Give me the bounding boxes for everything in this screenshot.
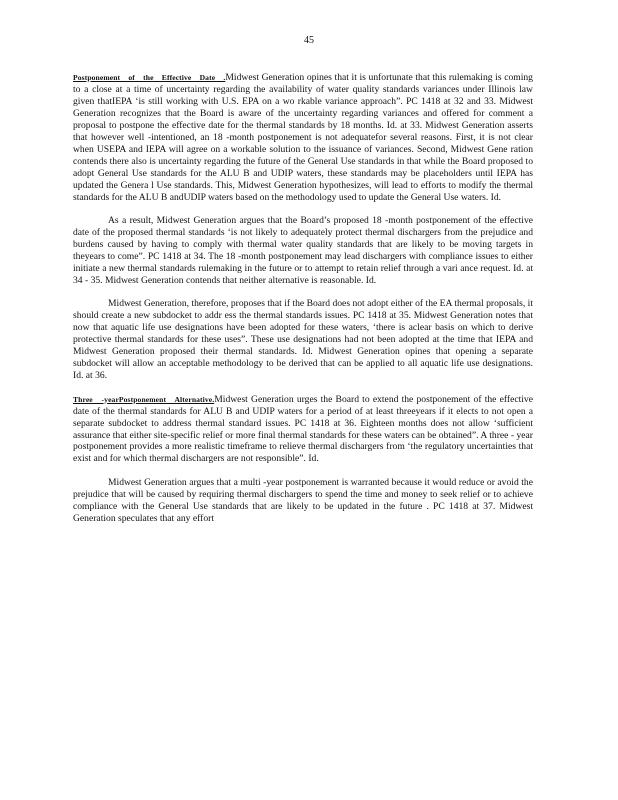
section-three-year-alternative <box>73 394 533 466</box>
section-heading: Postponement of the Effective Date . <box>73 73 226 82</box>
section-heading: Three -yearPostponement Alternative. <box>73 394 215 404</box>
paragraph: Midwest Generation, therefore, proposes that if the Board does not adopt either of the EA thermal proposals, it should create a new subdocket to addr ess the thermal standards issues. PC 1418 at 35. Midwest Generation notes that now that aquatic life use designations have been adopted for these waters, ‘there is aclear basis on which to derive protective thermal standards for these uses”. These use designations had not been adopted at the time that IEPA and Midwest Generation proposed their thermal standards. Id. Midwest Generation opines that opening a separate subdocket will allow an acceptable methodology to be derived that can be applied to all aquatic life use designations. Id. at 36. <box>73 298 533 382</box>
section-postponement <box>73 72 533 203</box>
paragraph: As a result, Midwest Generation argues that the Board’s proposed 18 -month postponement of the effective date of the proposed thermal standards ‘is not likely to adequately protect thermal dischargers from the prejudice and burdens caused by having to comply with thermal water quality standards that are likely to be moving targets in theyears to come”. PC 1418 at 34. The 18 -month postponement may lead dischargers with compliance issues to either initiate a new thermal standards rulemaking in the future or to attempt to retain relief through a vari ance request. Id. at 34 - 35. Midwest Generation contends that neither alternative is reasonable. Id. <box>73 215 533 286</box>
paragraph: Midwest Generation argues that a multi -year postponement is warranted because it would reduce or avoid the prejudice that will be caused by requiring thermal dischargers to spend the time and money to seek relief or to achieve compliance with the General Use standards that are likely to be updated in the future . PC 1418 at 37. Midwest Generation speculates that any effort <box>73 476 533 524</box>
document-body <box>73 72 533 536</box>
paragraph-text: Midwest Generation opines that it is unfortunate that this rulemaking is coming to a close at a time of uncertainty regarding the availability of water quality standards variances under Illinois law given thatIEPA ‘is still working with U.S. EPA on a wo rkable variance approach”. PC 1418 at 32 and 33. Midwest Generation recognizes that the Board is aware of the uncertainty regarding variances and offered for comment a proposal to postpone the effective date for the thermal standards by 18 months. Id. at 33. Midwest Generation asserts that however well -intentioned, an 18 -month postponement is not adequatefor several reasons. First, it is not clear when USEPA and IEPA will agree on a workable solution to the issuance of variances. Second, Midwest Gene ration contends there also is uncertainty regarding the future of the General Use standards in that while the Board proposed to adopt General Use standards for the ALU B and UDIP waters, these standards may be placeholders until IEPA has updated the Genera l Use standards. This, Midwest Generation hypothesizes, will lead to efforts to modify the thermal standards for the ALU B andUDIP waters based on the methodology used to update the General Use waters. Id. <box>73 72 533 203</box>
page-number: 45 <box>304 35 314 46</box>
paragraph-text: Midwest Generation urges the Board to extend the postponement of the effective date of the thermal standards for ALU B and UDIP waters for a period of at least threeyears if it elects to not open a separate subdocket to address thermal standard issues. PC 1418 at 36. Eighteen months does not allow ‘sufficient assurance that either site-specific relief or more final thermal standards for these waters can be obtained”. A three - year postponement provides a more realistic timeframe to relieve thermal dischargers from ‘the regulatory uncertainties that exist and for which thermal dischargers are not responsible”. Id. <box>73 393 533 465</box>
